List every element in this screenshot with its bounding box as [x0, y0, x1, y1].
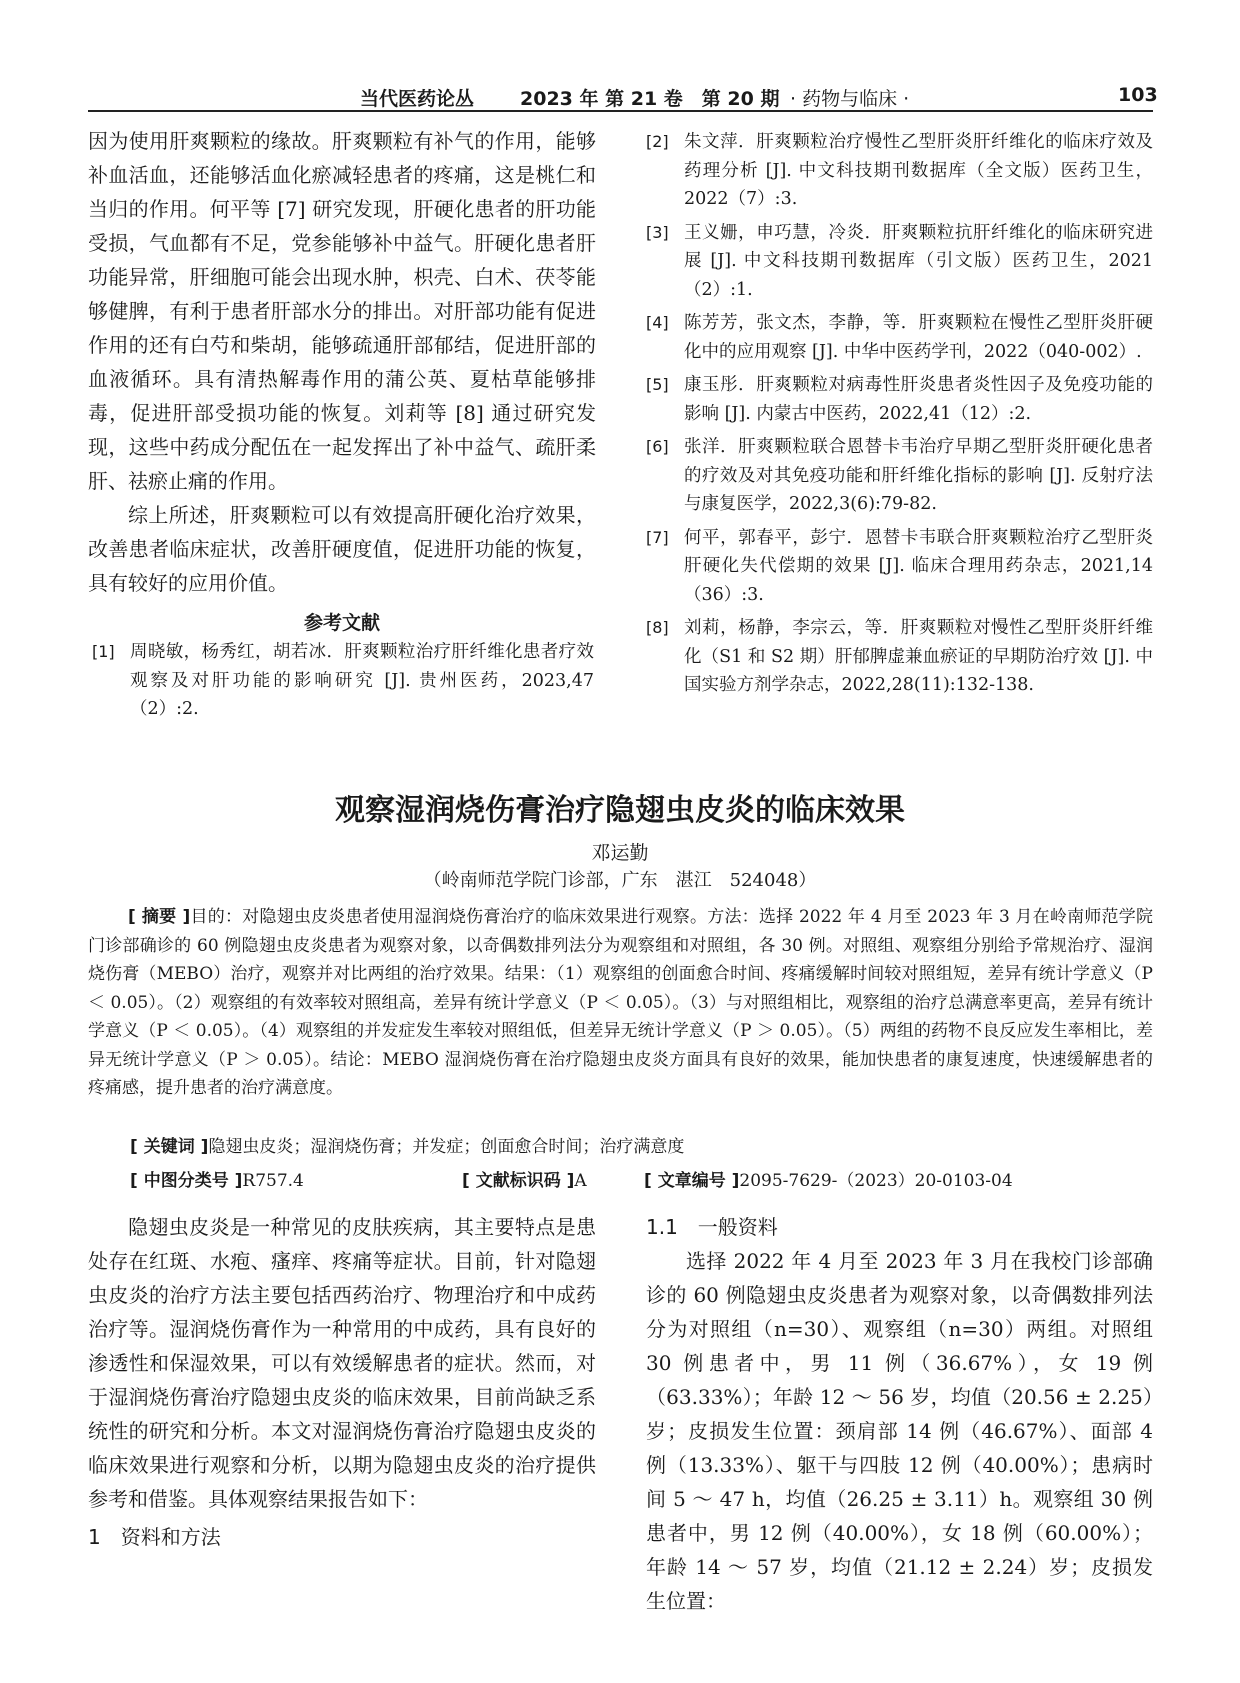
header-rule	[88, 110, 1153, 112]
references-right	[646, 128, 1153, 705]
issue-info: 2023 年 第 21 卷 第 20 期	[520, 88, 780, 110]
section-heading: 1 资料和方法	[88, 1525, 221, 1549]
reference-item	[646, 371, 1153, 428]
conclusion-paragraph: 综上所述，肝爽颗粒可以有效提高肝硬化治疗效果，改善患者临床症状，改善肝硬度值，促进肝功能的恢复，具有较好的应用价值。	[88, 503, 596, 595]
intro-paragraph: 隐翅虫皮炎是一种常见的皮肤疾病，其主要特点是患处存在红斑、水疱、瘙痒、疼痛等症状。目前，针对隐翅虫皮炎的治疗方法主要包括西药治疗、物理治疗和中成药治疗等。湿润烧伤膏作为一种常用的中成药，具有良好的渗透性和保湿效果，可以有效缓解患者的症状。然而，对于湿润烧伤膏治疗隐翅虫皮炎的临床效果，目前尚缺乏系统性的研究和分析。本文对湿润烧伤膏治疗隐翅虫皮炎的临床效果进行观察和分析，以期为隐翅虫皮炎的治疗提供参考和借鉴。具体观察结果报告如下：	[88, 1215, 596, 1511]
reference-number: [6]	[646, 437, 669, 456]
reference-text: 康玉彤．肝爽颗粒对病毒性肝炎患者炎性因子及免疫功能的影响 [J]. 内蒙古中医药，2022,41（12）:2.	[684, 375, 1153, 424]
clc-code	[130, 1166, 304, 1191]
reference-item	[646, 219, 1153, 305]
section-label: · 药物与临床 ·	[790, 88, 910, 110]
methods-paragraph: 选择 2022 年 4 月至 2023 年 3 月在我校门诊部确诊的 60 例隐翅虫皮炎患者为观察对象，以奇偶数排列法分为对照组（n=30）、观察组（n=30）两组。对照组 30 例患者中，男 11 例（36.67%），女 19 例（63.33%）；年龄 12 ～ 56 岁，均值（20.56 ± 2.25）岁；皮损发生位置：颈肩部 14 例（46.67%）、面部 4 例（13.33%）、躯干与四肢 12 例（40.00%）；患病时间 5 ～ 47 h，均值（26.25 ± 3.11）h。观察组 30 例患者中，男 12 例（40.00%），女 18 例（60.00%）；年龄 14 ～ 57 岁，均值（21.12 ± 2.24）岁；皮损发生位置：	[646, 1249, 1153, 1613]
clc-label: [ 中图分类号 ]	[130, 1171, 243, 1191]
reference-item	[646, 309, 1153, 366]
reference-item	[646, 524, 1153, 610]
abstract-label: [ 摘要 ]	[128, 907, 191, 927]
article-title: 观察湿润烧伤膏治疗隐翅虫皮炎的临床效果	[335, 793, 905, 828]
reference-number: [4]	[646, 313, 669, 332]
reference-number: [2]	[646, 132, 669, 151]
keywords	[130, 1132, 684, 1157]
reference-text: 张洋．肝爽颗粒联合恩替卡韦治疗早期乙型肝炎肝硬化患者的疗效及对其免疫功能和肝纤维化指标的影响 [J]. 反射疗法与康复医学，2022,3(6):79-82.	[684, 437, 1153, 514]
article-affiliation: （岭南师范学院门诊部，广东 湛江 524048）	[423, 870, 817, 891]
reference-number: [1]	[92, 642, 115, 661]
reference-number: [5]	[646, 375, 669, 394]
artno-value: 2095-7629-（2023）20-0103-04	[739, 1171, 1013, 1191]
reference-item	[646, 433, 1153, 519]
clc-value: R757.4	[242, 1171, 304, 1191]
reference-number: [8]	[646, 618, 669, 637]
article-number	[644, 1166, 1013, 1191]
body-paragraph: 因为使用肝爽颗粒的缘故。肝爽颗粒有补气的作用，能够补血活血，还能够活血化瘀减轻患者的疼痛，这是桃仁和当归的作用。何平等 [7] 研究发现，肝硬化患者的肝功能受损，气血都有不足，党参能够补中益气。肝硬化患者肝功能异常，肝细胞可能会出现水肿，枳壳、白术、茯苓能够健脾，有利于患者肝部水分的排出。对肝部功能有促进作用的还有白芍和柴胡，能够疏通肝部郁结，促进肝部的血液循环。具有清热解毒作用的蒲公英、夏枯草能够排毒，促进肝部受损功能的恢复。刘莉等 [8] 通过研究发现，这些中药成分配伍在一起发挥出了补中益气、疏肝柔肝、祛瘀止痛的作用。	[88, 129, 596, 493]
reference-text: 陈芳芳，张文杰，李静，等．肝爽颗粒在慢性乙型肝炎肝硬化中的应用观察 [J]. 中华中医药学刊，2022（040-002）.	[684, 313, 1153, 362]
keywords-label: [ 关键词 ]	[130, 1137, 209, 1157]
references-left	[92, 638, 594, 729]
reference-item	[646, 614, 1153, 700]
methods-column	[646, 1210, 1153, 1618]
article-author: 邓运勤	[591, 842, 649, 864]
intro-column	[88, 1210, 596, 1554]
reference-item	[646, 128, 1153, 214]
reference-text: 何平，郭春平，彭宁．恩替卡韦联合肝爽颗粒治疗乙型肝炎肝硬化失代偿期的效果 [J]. 临床合理用药杂志，2021,14（36）:3.	[684, 527, 1153, 605]
doc-value: A	[574, 1171, 587, 1191]
journal-name: 当代医药论丛	[360, 88, 475, 110]
document-code	[462, 1166, 587, 1191]
reference-item	[92, 638, 594, 724]
artno-label: [ 文章编号 ]	[644, 1171, 740, 1191]
abstract	[88, 903, 1153, 1103]
reference-text: 周晓敏，杨秀红，胡若冰．肝爽颗粒治疗肝纤维化患者疗效观察及对肝功能的影响研究 [J]. 贵州医药，2023,47（2）:2.	[130, 642, 594, 719]
reference-text: 朱文萍．肝爽颗粒治疗慢性乙型肝炎肝纤维化的临床疗效及药理分析 [J]. 中文科技期刊数据库（全文版）医药卫生，2022（7）:3.	[684, 132, 1153, 209]
reference-text: 王义姗，申巧慧，冷炎．肝爽颗粒抗肝纤维化的临床研究进展 [J]. 中文科技期刊数据库（引文版）医药卫生，2021（2）:1.	[684, 222, 1153, 300]
top-left-column	[88, 124, 596, 648]
doc-label: [ 文献标识码 ]	[462, 1171, 575, 1191]
reference-number: [7]	[646, 527, 669, 547]
abstract-text: 目的：对隐翅虫皮炎患者使用湿润烧伤膏治疗的临床效果进行观察。方法：选择 2022 年 4 月至 2023 年 3 月在岭南师范学院门诊部确诊的 60 例隐翅虫皮炎患者为观察对象，以奇偶数排列法分为观察组和对照组，各 30 例。对照组、观察组分别给予常规治疗、湿润烧伤膏（MEBO）治疗，观察并对比两组的治疗效果。结果：（1）观察组的创面愈合时间、疼痛缓解时间较对照组短，差异有统计学意义（P ＜ 0.05）。（2）观察组的有效率较对照组高，差异有统计学意义（P ＜ 0.05）。（3）与对照组相比，观察组的治疗总满意率更高，差异有统计学意义（P ＜ 0.05）。（4）观察组的并发症发生率较对照组低，但差异无统计学意义（P ＞ 0.05）。（5）两组的药物不良反应发生率相比，差异无统计学意义（P ＞ 0.05）。结论：MEBO 湿润烧伤膏在治疗隐翅虫皮炎方面具有良好的效果，能加快患者的康复速度，快速缓解患者的疼痛感，提升患者的治疗满意度。	[88, 907, 1153, 1098]
page-number: 103	[1118, 84, 1158, 106]
subsection-heading: 1.1 一般资料	[646, 1215, 778, 1239]
reference-text: 刘莉，杨静，李宗云，等．肝爽颗粒对慢性乙型肝炎肝纤维化（S1 和 S2 期）肝郁脾虚兼血瘀证的早期防治疗效 [J]. 中国实验方剂学杂志，2022,28(11):132-138.	[684, 618, 1153, 695]
keywords-text: 隐翅虫皮炎；湿润烧伤膏；并发症；创面愈合时间；治疗满意度	[208, 1137, 685, 1157]
references-heading: 参考文献	[303, 612, 380, 634]
reference-number: [3]	[646, 222, 669, 242]
